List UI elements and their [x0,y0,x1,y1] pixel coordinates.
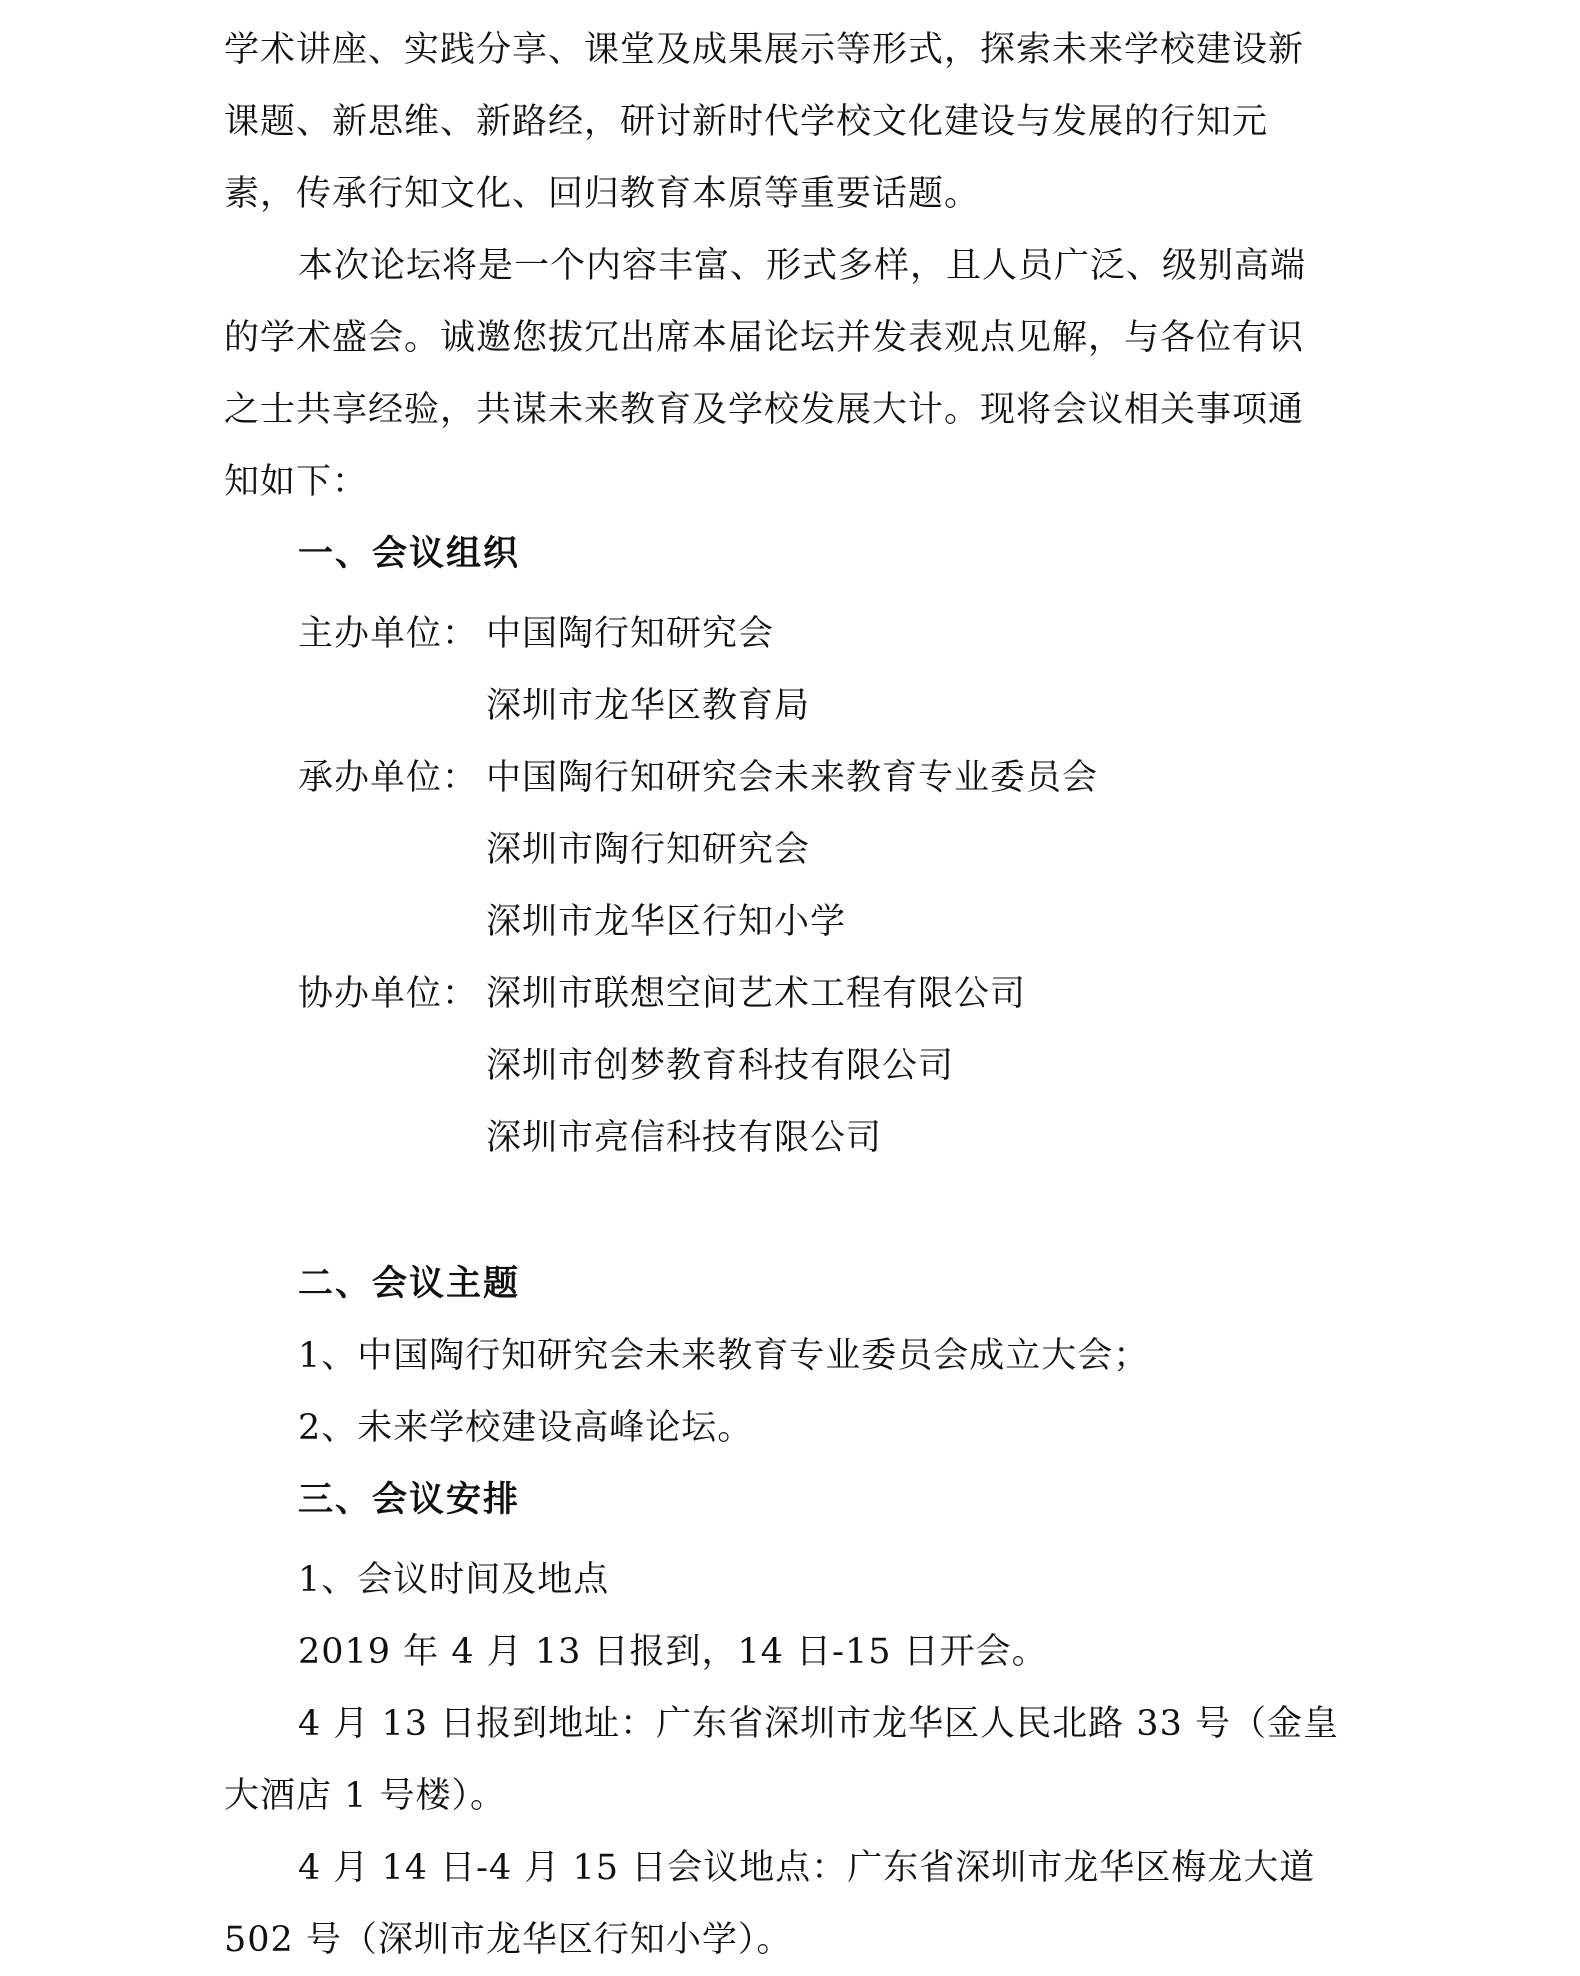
paragraph-line: 课题、新思维、新路经，研讨新时代学校文化建设与发展的行知元 [224,102,1269,142]
paragraph-line: 之士共享经验，共谋未来教育及学校发展大计。现将会议相关事项通 [224,390,1305,430]
paragraph-line: 学术讲座、实践分享、课堂及成果展示等形式，探索未来学校建设新 [224,30,1305,70]
paragraph-line: 素，传承行知文化、回归教育本原等重要话题。 [224,174,981,214]
paragraph-line: 知如下： [224,462,369,502]
organizer-name: 深圳市龙华区行知小学 [486,902,847,942]
co-organizer-name: 深圳市联想空间艺术工程有限公司 [486,974,1027,1014]
venue-address-line: 502 号（深圳市龙华区行知小学）。 [224,1920,793,1960]
paragraph-line: 本次论坛将是一个内容丰富、形式多样，且人员广泛、级别高端 [298,246,1307,286]
venue-address-line: 4 月 14 日-4 月 15 日会议地点：广东省深圳市龙华区梅龙大道 [298,1848,1316,1888]
section-heading-organization: 一、会议组织 [298,534,521,574]
organizer-name: 中国陶行知研究会未来教育专业委员会 [486,758,1099,798]
host-name: 深圳市龙华区教育局 [486,686,811,726]
paragraph-line: 的学术盛会。诚邀您拔冗出席本届论坛并发表观点见解，与各位有识 [224,318,1305,358]
checkin-address-line: 4 月 13 日报到地址：广东省深圳市龙华区人民北路 33 号（金皇 [298,1704,1339,1744]
co-organizer-name: 深圳市创梦教育科技有限公司 [486,1046,955,1086]
organizer-name: 深圳市陶行知研究会 [486,830,811,870]
section-heading-theme: 二、会议主题 [298,1264,521,1304]
date-line: 2019 年 4 月 13 日报到，14 日-15 日开会。 [298,1632,1048,1672]
co-organizer-name: 深圳市亮信科技有限公司 [486,1118,883,1158]
theme-item: 1、中国陶行知研究会未来教育专业委员会成立大会； [298,1336,1150,1376]
organizer-row [298,756,1098,800]
host-name: 中国陶行知研究会 [486,614,775,654]
host-label: 主办单位： [298,614,479,654]
co-organizer-label: 协办单位： [298,974,479,1014]
checkin-address-line: 大酒店 1 号楼）。 [224,1776,507,1816]
co-organizer-row [298,972,1026,1016]
host-row [298,612,774,656]
organizer-label: 承办单位： [298,758,479,798]
schedule-subheading: 1、会议时间及地点 [298,1560,610,1600]
theme-item: 2、未来学校建设高峰论坛。 [298,1408,754,1448]
section-heading-schedule: 三、会议安排 [298,1480,521,1520]
